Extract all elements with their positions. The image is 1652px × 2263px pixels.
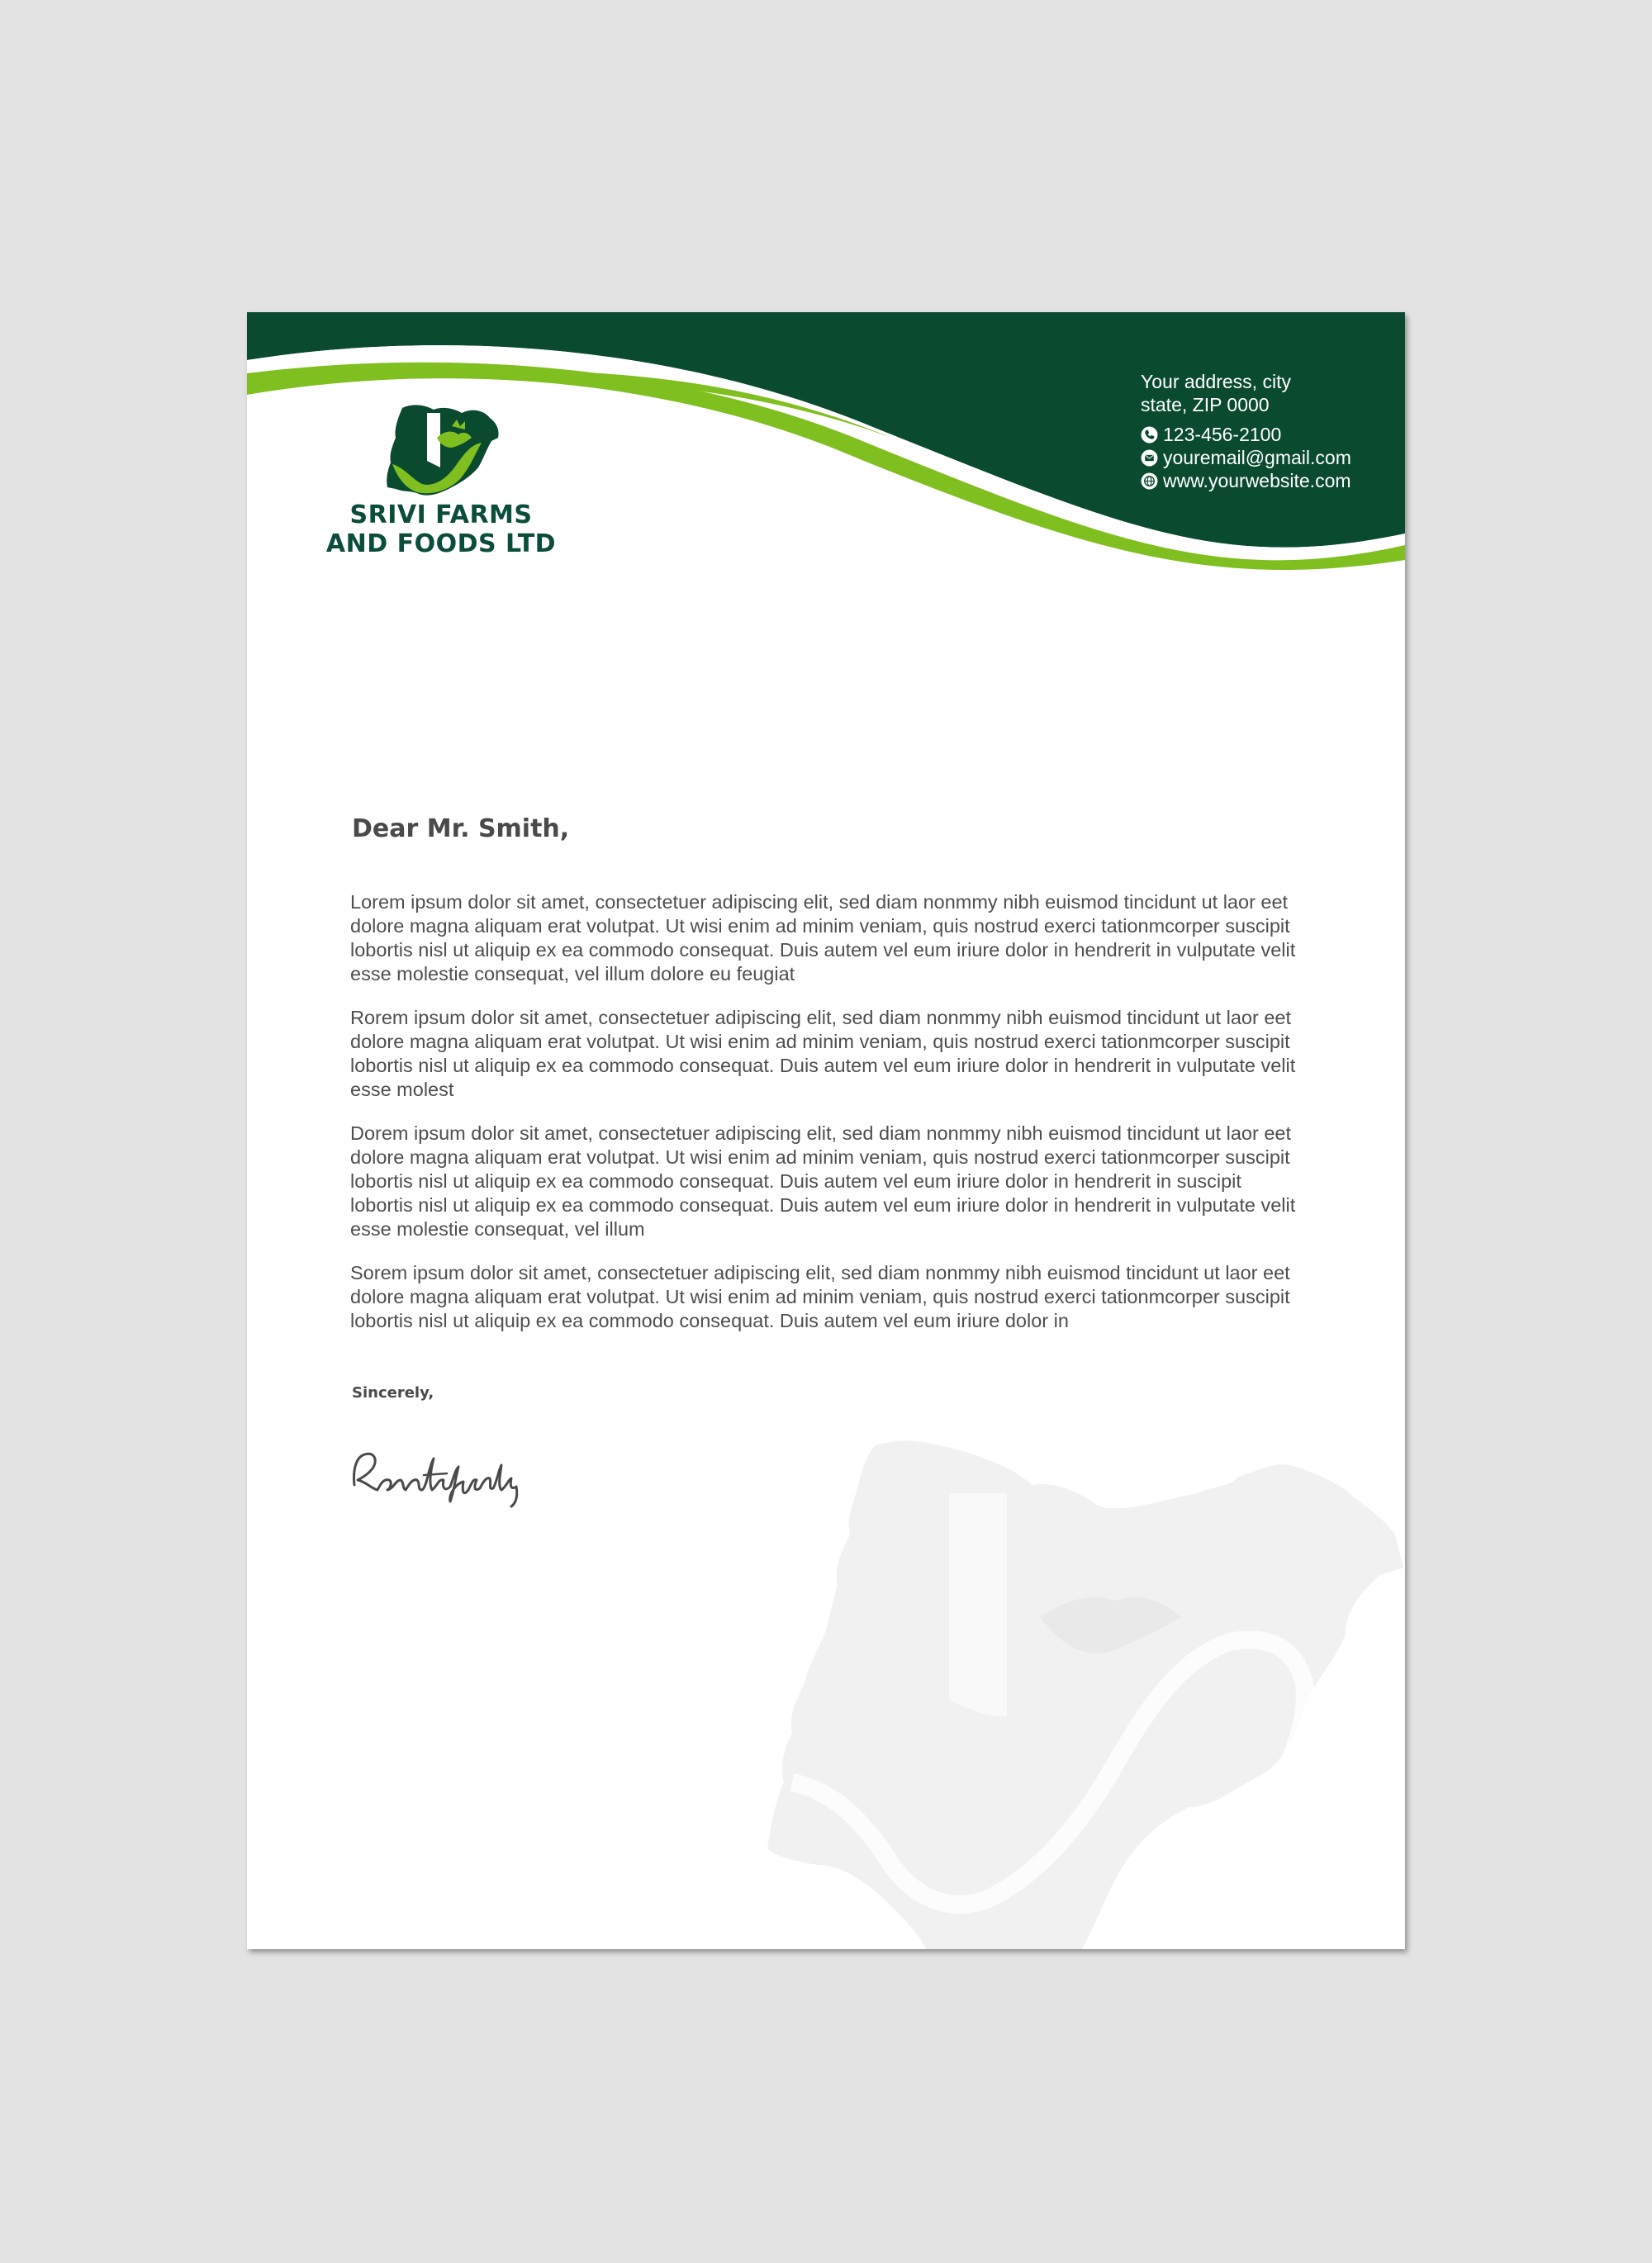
website-row — [1141, 469, 1351, 492]
nigeria-map-logo-icon — [379, 401, 503, 499]
paragraph-2: Rorem ipsum dolor sit amet, consectetuer adipiscing elit, sed diam nonmmy nibh euismod tincidunt ut laor eet dolore magna aliquam erat volutpat. Ut wisi enim ad minim veniam, quis nostrud exerci tationmcorper suscipit lobortis nisl ut aliquip ex ea commodo consequat. Duis autem vel eum iriure dolor in hendrerit in vulputate velit esse molest — [350, 1007, 1296, 1100]
paragraph-4: Sorem ipsum dolor sit amet, consectetuer adipiscing elit, sed diam nonmmy nibh euismod tincidunt ut laor eet dolore magna aliquam erat volutpat. Ut wisi enim ad minim veniam, quis nostrud exerci tationmcorper suscipit lobortis nisl ut aliquip ex ea commodo consequat. Duis autem vel eum iriure dolor in — [350, 1262, 1290, 1331]
phone-icon — [1141, 426, 1158, 444]
website-text[interactable]: www.yourwebsite.com — [1163, 470, 1351, 491]
address-line2: state, ZIP 0000 — [1141, 394, 1270, 415]
letter-body — [350, 890, 1308, 1353]
web-icon — [1141, 472, 1158, 490]
phone-text[interactable]: 123-456-2100 — [1163, 424, 1282, 445]
address — [1141, 370, 1351, 416]
company-name-line1: SRIVI FARMS — [349, 501, 533, 529]
watermark-map — [767, 1435, 1405, 1949]
signature-icon — [348, 1442, 546, 1508]
paragraph-3: Dorem ipsum dolor sit amet, consectetuer adipiscing elit, sed diam nonmmy nibh euismod tincidunt ut laor eet dolore magna aliquam erat volutpat. Ut wisi enim ad minim veniam, quis nostrud exerci tationmcorper suscipit lobortis nisl ut aliquip ex ea commodo consequat. Duis autem vel eum iriure dolor in hendrerit in suscipit lobortis nisl ut aliquip ex ea commodo consequat. Duis autem vel eum iriure dolor in hendrerit in vulputate velit esse molestie consequat, vel illum — [350, 1122, 1296, 1240]
phone-row — [1141, 423, 1351, 446]
paragraph-1: Lorem ipsum dolor sit amet, consectetuer adipiscing elit, sed diam nonmmy nibh euismod tincidunt ut laor eet dolore magna aliquam erat volutpat. Ut wisi enim ad minim veniam, quis nostrud exerci tationmcorper suscipit lobortis nisl ut aliquip ex ea commodo consequat. Duis autem vel eum iriure dolor in hendrerit in vulputate velit esse molestie consequat, vel illum dolore eu feugiat — [350, 891, 1296, 984]
letterhead-page — [247, 312, 1405, 1949]
email-text[interactable]: youremail@gmail.com — [1163, 447, 1351, 468]
email-row — [1141, 446, 1351, 469]
company-logo — [313, 401, 569, 557]
closing: Sincerely, — [352, 1384, 434, 1402]
email-icon — [1141, 449, 1158, 467]
company-name-line2: AND FOODS LTD — [325, 529, 557, 558]
salutation: Dear Mr. Smith, — [352, 814, 570, 843]
contact-block — [1141, 370, 1351, 492]
address-line1: Your address, city — [1141, 371, 1291, 392]
